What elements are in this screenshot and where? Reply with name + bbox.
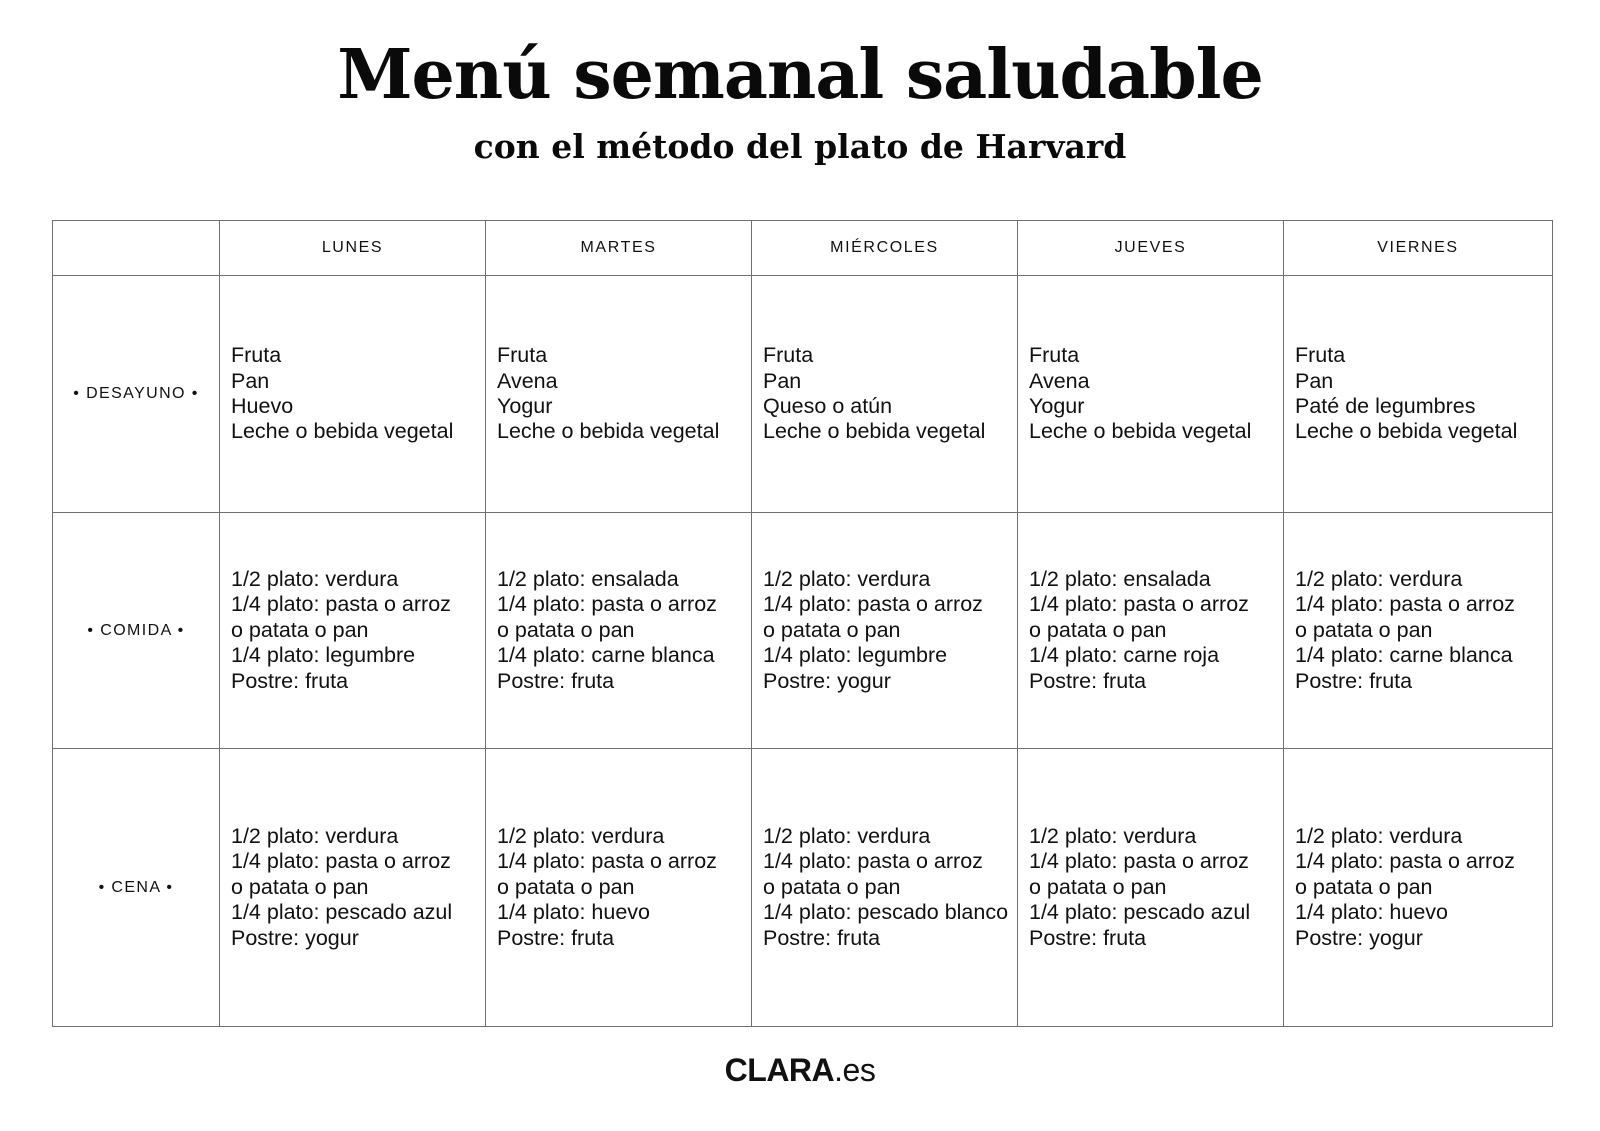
menu-item: 1/4 plato: pasta o arroz (497, 592, 717, 617)
menu-item: o patata o pan (1029, 874, 1167, 899)
menu-cell-comida-lunes (220, 513, 486, 749)
menu-item: 1/2 plato: verdura (1295, 823, 1463, 848)
day-header-martes: MARTES (486, 221, 752, 276)
menu-cell-cena-miercoles (752, 749, 1018, 1027)
menu-item: Fruta (763, 343, 814, 368)
meal-label-cena: • CENA • (53, 749, 220, 1027)
menu-item: 1/2 plato: verdura (1029, 823, 1197, 848)
menu-item: Yogur (497, 394, 553, 418)
menu-item: Leche o bebida vegetal (763, 419, 986, 444)
menu-item: Postre: fruta (1029, 668, 1147, 693)
menu-item: Pan (763, 368, 802, 393)
menu-item: Postre: fruta (1295, 668, 1413, 693)
menu-item: 1/2 plato: verdura (231, 823, 399, 848)
menu-item: 1/4 plato: pasta o arroz (497, 849, 717, 874)
menu-item: 1/4 plato: carne roja (1029, 643, 1220, 668)
menu-item: Postre: fruta (231, 668, 349, 693)
menu-item: Leche o bebida vegetal (1295, 419, 1518, 444)
menu-item: o patata o pan (497, 617, 635, 642)
menu-item: 1/2 plato: verdura (497, 823, 665, 848)
menu-item: 1/4 plato: huevo (497, 900, 651, 925)
menu-item: 1/4 plato: pasta o arroz (1295, 592, 1515, 617)
menu-cell-desayuno-lunes (220, 276, 486, 513)
brand-logo (0, 1050, 1600, 1090)
menu-item: Fruta (497, 343, 548, 368)
menu-item: Fruta (1029, 343, 1080, 368)
corner-cell (53, 221, 220, 276)
menu-item: 1/4 plato: legumbre (763, 643, 948, 668)
menu-item: 1/2 plato: ensalada (497, 566, 679, 591)
menu-item: Postre: fruta (763, 925, 881, 950)
menu-item: o patata o pan (1029, 617, 1167, 642)
menu-cell-desayuno-miercoles (752, 276, 1018, 513)
day-header-jueves: JUEVES (1018, 221, 1284, 276)
menu-item: Yogur (1029, 394, 1085, 418)
menu-cell-desayuno-martes (486, 276, 752, 513)
meal-row-comida (53, 513, 1553, 749)
menu-item: Pan (231, 368, 270, 393)
menu-cell-comida-martes (486, 513, 752, 749)
menu-item: o patata o pan (1295, 874, 1433, 899)
menu-cell-comida-jueves (1018, 513, 1284, 749)
day-header-miercoles: MIÉRCOLES (752, 221, 1018, 276)
menu-item: 1/4 plato: pescado azul (231, 900, 453, 925)
meal-label-desayuno: • DESAYUNO • (53, 276, 220, 513)
menu-item: Postre: yogur (231, 925, 359, 950)
menu-item: Paté de legumbres (1295, 394, 1476, 418)
menu-item: Leche o bebida vegetal (497, 419, 720, 444)
menu-item: 1/4 plato: pasta o arroz (231, 849, 451, 874)
day-header-lunes: LUNES (220, 221, 486, 276)
menu-item: Postre: fruta (497, 925, 615, 950)
menu-cell-comida-viernes (1284, 513, 1553, 749)
menu-item: 1/2 plato: verdura (1295, 566, 1463, 591)
page-subtitle: con el método del plato de Harvard (473, 127, 1127, 166)
menu-item: 1/4 plato: carne blanca (1295, 643, 1513, 668)
menu-cell-cena-viernes (1284, 749, 1553, 1027)
menu-item: Postre: fruta (497, 668, 615, 693)
menu-cell-cena-jueves (1018, 749, 1284, 1027)
menu-item: 1/2 plato: verdura (231, 566, 399, 591)
menu-item: o patata o pan (497, 874, 635, 899)
menu-item: 1/4 plato: carne blanca (497, 643, 715, 668)
menu-cell-cena-lunes (220, 749, 486, 1027)
menu-item: Leche o bebida vegetal (231, 419, 454, 444)
menu-item: o patata o pan (763, 874, 901, 899)
meal-label-comida: • COMIDA • (53, 513, 220, 749)
menu-item: Postre: yogur (763, 668, 891, 693)
menu-item: o patata o pan (231, 617, 369, 642)
menu-item: Huevo (231, 394, 294, 418)
menu-item: Fruta (231, 343, 282, 368)
menu-item: o patata o pan (763, 617, 901, 642)
header-row (53, 221, 1553, 276)
menu-item: 1/4 plato: huevo (1295, 900, 1449, 925)
menu-item: 1/4 plato: pasta o arroz (1029, 849, 1249, 874)
menu-item: 1/4 plato: pasta o arroz (231, 592, 451, 617)
menu-item: 1/4 plato: pasta o arroz (763, 849, 983, 874)
menu-item: Avena (497, 368, 558, 393)
menu-item: Avena (1029, 368, 1090, 393)
menu-item: 1/2 plato: verdura (763, 566, 931, 591)
menu-item: 1/4 plato: pescado azul (1029, 900, 1251, 925)
menu-item: 1/2 plato: ensalada (1029, 566, 1211, 591)
menu-cell-comida-miercoles (752, 513, 1018, 749)
weekly-menu-table (52, 220, 1553, 1027)
menu-item: o patata o pan (231, 874, 369, 899)
menu-item: Queso o atún (763, 394, 893, 418)
meal-row-cena (53, 749, 1553, 1027)
menu-item: 1/4 plato: pasta o arroz (1029, 592, 1249, 617)
meal-row-desayuno (53, 276, 1553, 513)
menu-item: Fruta (1295, 343, 1346, 368)
menu-item: Postre: fruta (1029, 925, 1147, 950)
brand-name: CLARA (724, 1052, 835, 1088)
page-title: Menú semanal saludable (337, 35, 1263, 115)
menu-cell-desayuno-viernes (1284, 276, 1553, 513)
menu-item: 1/4 plato: legumbre (231, 643, 416, 668)
menu-item: o patata o pan (1295, 617, 1433, 642)
menu-cell-desayuno-jueves (1018, 276, 1284, 513)
menu-cell-cena-martes (486, 749, 752, 1027)
menu-item: 1/4 plato: pasta o arroz (763, 592, 983, 617)
menu-item: Postre: yogur (1295, 925, 1423, 950)
menu-item: Pan (1295, 368, 1334, 393)
menu-item: Leche o bebida vegetal (1029, 419, 1252, 444)
day-header-viernes: VIERNES (1284, 221, 1553, 276)
menu-item: 1/2 plato: verdura (763, 823, 931, 848)
menu-item: 1/4 plato: pasta o arroz (1295, 849, 1515, 874)
menu-item: 1/4 plato: pescado blanco (763, 900, 1009, 925)
brand-suffix: .es (834, 1052, 876, 1088)
